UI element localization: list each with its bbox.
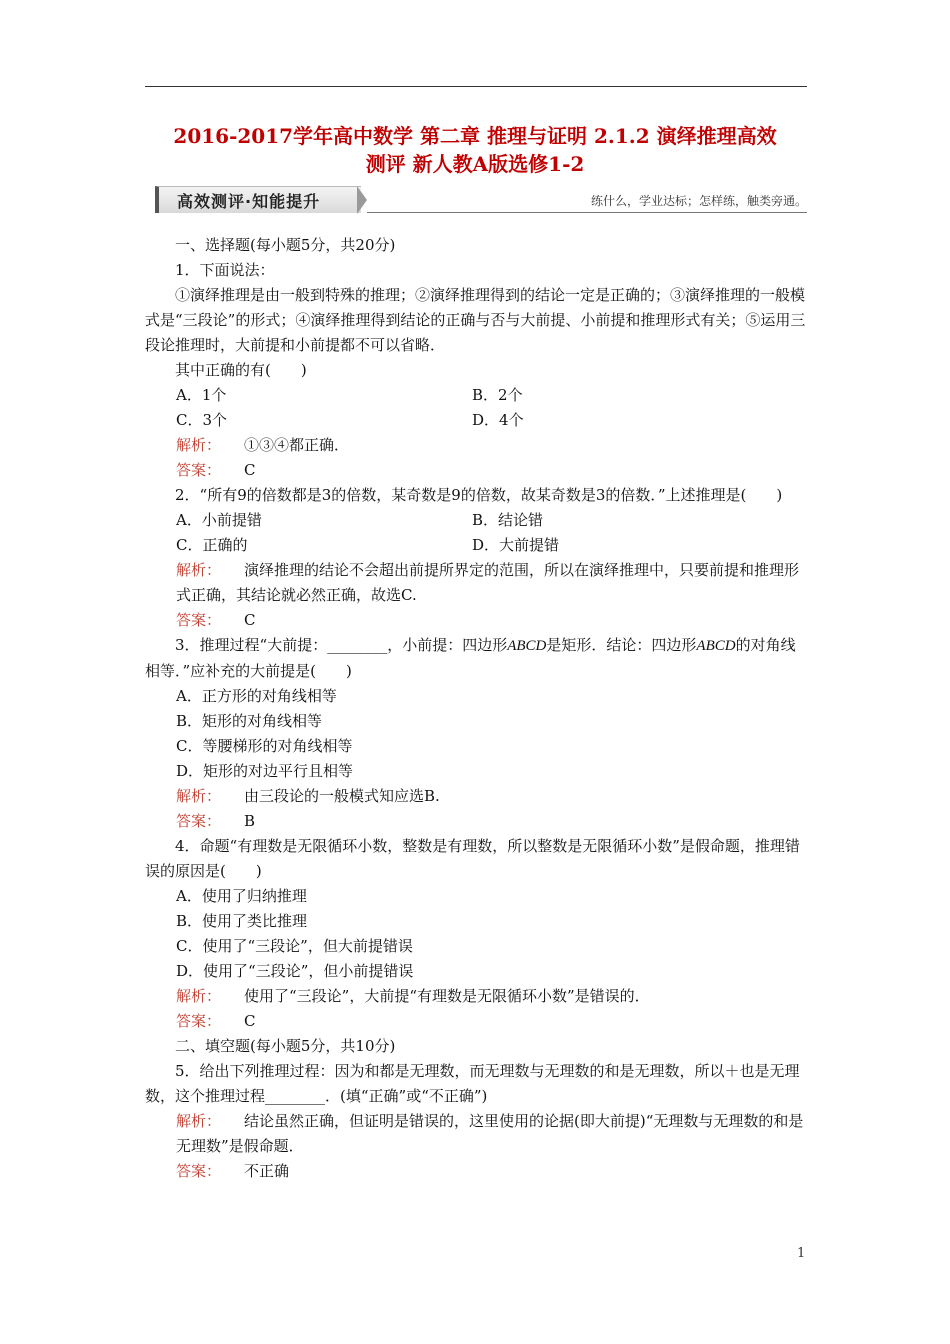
q2-options-row-1 bbox=[145, 508, 810, 533]
q1-body: ①演绎推理是由一般到特殊的推理；②演绎推理得到的结论一定是正确的；③演绎推理的一般模式是“三段论”的形式；④演绎推理得到结论的正确与否与大前提、小前提和推理形式有关；⑤运用三段论推理时，大前提和小前提都不可以省略． bbox=[145, 286, 806, 354]
page-number: 1 bbox=[797, 1246, 806, 1261]
banner-underline bbox=[367, 212, 807, 213]
q3-answer-text: B bbox=[244, 812, 256, 830]
q2-option-b: B．结论错 bbox=[472, 511, 544, 529]
banner-tab bbox=[155, 186, 361, 213]
q5-answer bbox=[145, 1159, 810, 1184]
q3-stem-a: 3．推理过程“大前提：________，小前提：四边形 bbox=[175, 636, 508, 654]
q3-analysis bbox=[145, 784, 810, 809]
analysis-label: 解析： bbox=[176, 1112, 222, 1130]
q2-option-a: A．小前提错 bbox=[176, 511, 262, 529]
answer-label: 答案： bbox=[176, 1012, 222, 1030]
q2-stem: 2．“所有9的倍数都是3的倍数，某奇数是9的倍数，故某奇数是3的倍数．”上述推理是( ) bbox=[175, 486, 783, 504]
q3-abcd-2: ABCD bbox=[696, 638, 736, 654]
answer-label: 答案： bbox=[176, 1162, 222, 1180]
q3-option-a: A．正方形的对角线相等 bbox=[176, 687, 337, 705]
q5-analysis bbox=[145, 1109, 810, 1159]
q4-option-d: D．使用了“三段论”，但小前提错误 bbox=[176, 962, 414, 980]
q1-option-b: B．2个 bbox=[472, 386, 523, 404]
banner-label: 高效测评·知能提升 bbox=[177, 192, 321, 211]
q2-answer-text: C bbox=[244, 611, 256, 629]
q3-answer bbox=[145, 809, 810, 834]
answer-label: 答案： bbox=[176, 812, 222, 830]
q4-option-a: A．使用了归纳推理 bbox=[176, 887, 307, 905]
q4-analysis-text: 使用了“三段论”，大前提“有理数是无限循环小数”是错误的． bbox=[244, 987, 650, 1005]
q4-option-c: C．使用了“三段论”，但大前提错误 bbox=[176, 937, 413, 955]
q1-option-d: D．4个 bbox=[472, 411, 524, 429]
q4-answer-text: C bbox=[244, 1012, 256, 1030]
q1-stem: 1．下面说法： bbox=[175, 261, 275, 279]
q2-options-row-2 bbox=[145, 533, 810, 558]
analysis-label: 解析： bbox=[176, 987, 222, 1005]
q1-options-row-2 bbox=[145, 408, 810, 433]
q4-stem: 4．命题“有理数是无限循环小数，整数是有理数，所以整数是无限循环小数”是假命题，推理错误的原因是( ) bbox=[145, 837, 800, 880]
answer-label: 答案： bbox=[176, 611, 222, 629]
q1-ask: 其中正确的有( ) bbox=[175, 361, 307, 379]
banner-wedge bbox=[357, 186, 367, 214]
top-rule bbox=[145, 86, 807, 87]
title-line-2: 测评 新人教A版选修1-2 bbox=[365, 152, 585, 176]
q5-answer-text: 不正确 bbox=[244, 1162, 290, 1180]
title-line-1: 2016-2017学年高中数学 第二章 推理与证明 2.1.2 演绎推理高效 bbox=[173, 124, 777, 148]
q3-option-d: D．矩形的对边平行且相等 bbox=[176, 762, 354, 780]
q1-option-a: A．1个 bbox=[176, 386, 227, 404]
q1-answer-text: C bbox=[244, 461, 256, 479]
q3-stem-c: 的对角线相等．”应补充的大前提是( ) bbox=[145, 636, 796, 680]
q3-abcd-1: ABCD bbox=[507, 638, 547, 654]
q3-option-b: B．矩形的对角线相等 bbox=[176, 712, 323, 730]
q2-answer bbox=[145, 608, 810, 633]
document-body bbox=[145, 233, 810, 1184]
q3-option-c: C．等腰梯形的对角线相等 bbox=[176, 737, 353, 755]
q3-stem bbox=[145, 633, 810, 684]
q3-stem-b: 是矩形．结论：四边形 bbox=[546, 636, 697, 654]
q1-analysis-text: ①③④都正确． bbox=[244, 436, 350, 454]
q4-analysis bbox=[145, 984, 810, 1009]
analysis-label: 解析： bbox=[176, 787, 222, 805]
q1-options-row-1 bbox=[145, 383, 810, 408]
q5-analysis-text: 结论虽然正确，但证明是错误的，这里使用的论据(即大前提)“无理数与无理数的和是无理数”是假命题． bbox=[176, 1112, 804, 1155]
document-title bbox=[130, 122, 820, 178]
q3-analysis-text: 由三段论的一般模式知应选B. bbox=[244, 787, 440, 805]
analysis-label: 解析： bbox=[176, 561, 222, 579]
q1-analysis bbox=[145, 433, 810, 458]
section-banner bbox=[155, 186, 807, 214]
answer-label: 答案： bbox=[176, 461, 222, 479]
banner-motto: 练什么，学业达标；怎样练，触类旁通。 bbox=[590, 194, 807, 208]
q2-option-d: D．大前提错 bbox=[472, 536, 560, 554]
q2-analysis bbox=[145, 558, 810, 608]
analysis-label: 解析： bbox=[176, 436, 222, 454]
q1-answer bbox=[145, 458, 810, 483]
q2-option-c: C．正确的 bbox=[176, 536, 248, 554]
q1-option-c: C．3个 bbox=[176, 411, 228, 429]
section-heading-1: 一、选择题(每小题5分，共20分) bbox=[175, 236, 396, 254]
section-heading-2: 二、填空题(每小题5分，共10分) bbox=[175, 1037, 396, 1055]
q5-stem: 5．给出下列推理过程：因为和都是无理数，而无理数与无理数的和是无理数，所以＋也是无理数，这个推理过程________．(填“正确”或“不正确”) bbox=[145, 1062, 800, 1105]
q4-option-b: B．使用了类比推理 bbox=[176, 912, 308, 930]
q4-answer bbox=[145, 1009, 810, 1034]
q2-analysis-text: 演绎推理的结论不会超出前提所界定的范围，所以在演绎推理中，只要前提和推理形式正确，其结论就必然正确，故选C. bbox=[176, 561, 800, 604]
